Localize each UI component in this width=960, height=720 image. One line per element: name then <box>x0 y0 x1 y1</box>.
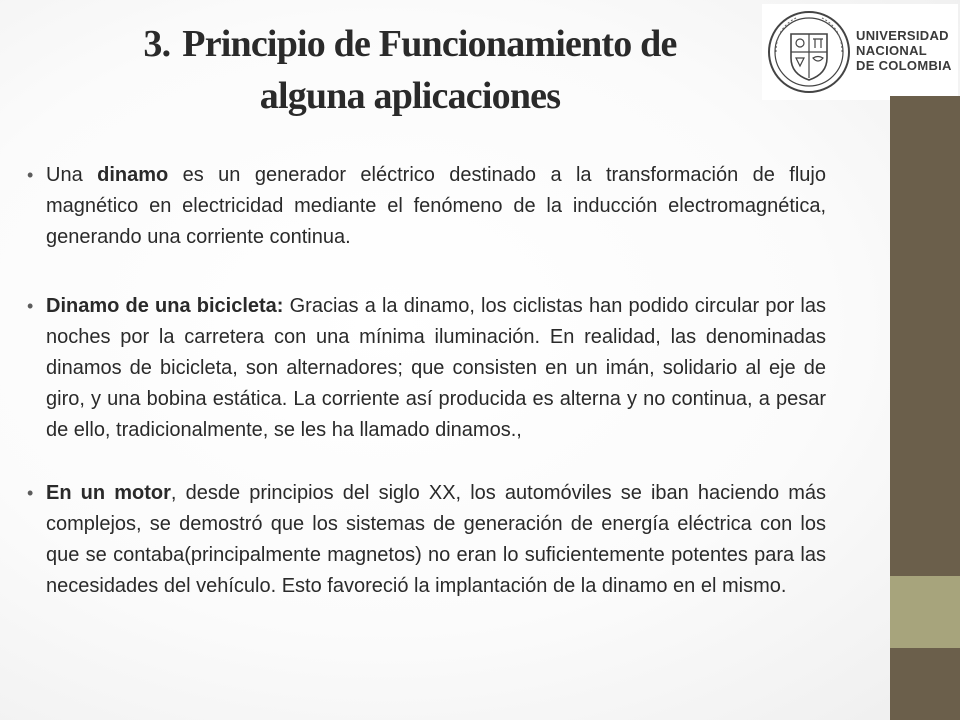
bullet-dot-icon: • <box>27 165 34 185</box>
sidebar-band-light <box>890 576 960 648</box>
university-seal-icon <box>766 8 852 96</box>
bullet-bold-term: dinamo <box>97 164 169 186</box>
title-line-1: Principio de Funcionamiento de <box>182 23 677 65</box>
sidebar-band-dark-bottom <box>890 648 960 720</box>
sidebar-band-dark <box>890 96 960 576</box>
university-name-line-3: DE COLOMBIA <box>856 58 952 73</box>
bullet-bold-term: Dinamo de una bicicleta: <box>46 295 284 317</box>
title-number: 3. <box>143 23 171 65</box>
decorative-sidebar <box>890 96 960 720</box>
title-line-2: alguna aplicaciones <box>259 75 561 117</box>
university-logo <box>762 4 958 100</box>
bullet-text: , desde principios del siglo XX, los automóviles se iban haciendo más complejos, se demostró que los sistemas de generación de energía eléctrica con los que se contaba(principalmente magnetos) no eran lo suficientemente potentes para las necesidades del vehículo. Esto favoreció la implantación de la dinamo en el mismo. <box>46 482 827 597</box>
bullet-list <box>27 160 827 602</box>
bullet-motor <box>27 478 827 602</box>
slide-title <box>60 18 760 122</box>
bullet-bicicleta <box>27 291 826 446</box>
bullet-text: es un generador eléctrico destinado a la transformación de flujo magnético en electricidad mediante el fenómeno de la inducción electromagnética, generando una corriente continua. <box>46 164 826 248</box>
university-name-line-2: NACIONAL <box>856 43 928 58</box>
bullet-prefix: Una <box>46 164 98 186</box>
university-name <box>856 28 952 73</box>
bullet-text: Gracias a la dinamo, los ciclistas han podido circular por las noches por la carretera con una mínima iluminación. En realidad, las denominadas dinamos de bicicleta, son alternadores; que consisten en un imán, solidario al eje de giro, y una bobina estática. La corriente así producida es alterna y no continua, a pesar de ello, tradicionalmente, se les ha llamado dinamos., <box>46 295 826 441</box>
bullet-dinamo <box>27 160 826 253</box>
university-name-line-1: UNIVERSIDAD <box>856 28 949 43</box>
bullet-dot-icon: • <box>27 296 34 316</box>
bullet-dot-icon: • <box>27 483 34 503</box>
bullet-bold-term: En un motor <box>46 482 171 504</box>
